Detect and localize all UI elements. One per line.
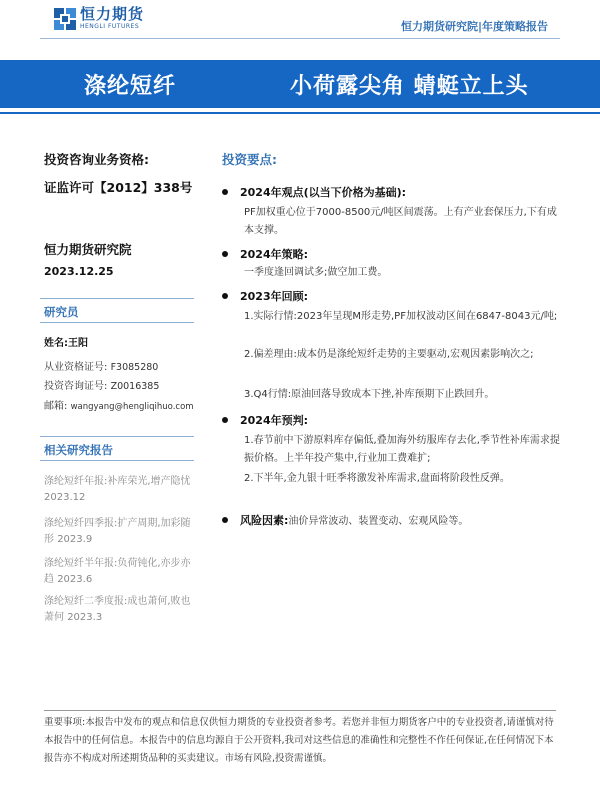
report-headline: 小荷露尖角 蜻蜓立上头 (290, 74, 529, 99)
practice-row (44, 358, 158, 373)
bullet-icon (222, 189, 228, 195)
email-link[interactable]: wangyang@hengliqihuo.com (70, 402, 194, 412)
footer-divider (44, 710, 556, 711)
related-report-4[interactable]: 涤纶短纤二季度报:成也萧何,败也萧何 2023.3 (44, 596, 191, 623)
logo-english-name: HENGLI FUTURES (80, 23, 140, 30)
risk-text: 油价异常波动、装置变动、宏观风险等。 (288, 516, 469, 527)
bullet-icon (222, 417, 228, 423)
license-number: 证监许可【2012】338号 (44, 180, 193, 195)
bullet-icon (222, 293, 228, 299)
institute-name: 恒力期货研究院 (44, 242, 132, 257)
product-name: 涤纶短纤 (84, 74, 177, 99)
company-logo (54, 6, 144, 31)
license-label: 投资咨询业务资格: (44, 152, 149, 167)
related-report-1[interactable]: 涤纶短纤年报:补库荣光,增产隐忧 2023.12 (44, 476, 191, 503)
researcher-divider-bottom (40, 322, 194, 323)
forecast-2024-point-1: 1.春节前中下游原料库存偏低,叠加海外纺服库存去化,季节性补库需求提振价格。上半年投产集中,行业加工费难扩; (244, 435, 560, 464)
consult-row (44, 377, 159, 392)
forecast-2024-heading: 2024年预判: (222, 412, 308, 428)
related-divider (40, 436, 194, 437)
review-2023-point-2: 2.偏差理由:成本仍是涤纶短纤走势的主要驱动,宏观因素影响次之; (244, 349, 534, 360)
review-2023-point-1: 1.实际行情:2023年呈现M形走势,PF加权波动区间在6847-8043元/吨; (244, 311, 558, 322)
strategy-2024-heading: 2024年策略: (222, 246, 308, 262)
practice-number: F3085280 (110, 362, 159, 373)
bullet-icon (222, 517, 228, 523)
email-label: 邮箱: (44, 401, 68, 412)
investment-highlights-title: 投资要点: (222, 152, 277, 167)
related-divider-bottom (40, 460, 194, 461)
report-date: 2023.12.25 (44, 265, 114, 278)
forecast-2024-point-2: 2.下半年,金九银十旺季将激发补库需求,盘面将阶段性反弹。 (244, 473, 510, 484)
name-label: 姓名: (44, 338, 68, 349)
report-type-header: 恒力期货研究院|年度策略报告 (400, 20, 548, 33)
related-report-2[interactable]: 涤纶短纤四季报:扩产周期,加彩随形 2023.9 (44, 518, 191, 545)
consult-number: Z0016385 (110, 381, 160, 392)
logo-mark-icon (54, 8, 76, 30)
view-2024-text: PF加权重心位于7000-8500元/吨区间震荡。上有产业套保压力,下有成本支撑。 (244, 207, 557, 236)
header-divider (40, 38, 560, 39)
consult-label: 投资咨询证号: (44, 381, 108, 392)
risk-factors (222, 512, 468, 528)
practice-label: 从业资格证号: (44, 362, 108, 373)
disclaimer: 重要事项:本报告中发布的观点和信息仅供恒力期货的专业投资者参考。若您并非恒力期货客户中的专业投资者,请谨慎对待本报告中的任何信息。本报告中的信息均源自于公开资料,我司对这些信息的准确性和完整性不作任何保证,在任何情况下本报告亦不构成对所述期货品种的买卖建议。市场有风险,投资需谨慎。 (44, 717, 554, 764)
title-banner (0, 60, 600, 108)
banner-underline (0, 112, 600, 114)
researcher-divider (40, 298, 194, 299)
review-2023-heading: 2023年回顾: (222, 288, 308, 304)
review-2023-point-3: 3.Q4行情:原油回落导致成本下挫,补库预期下止跌回升。 (244, 389, 495, 400)
researcher-title: 研究员 (44, 305, 79, 319)
risk-label: 风险因素: (240, 514, 289, 527)
researcher-name-row (44, 334, 88, 349)
view-2024-heading: 2024年观点(以当下价格为基础): (222, 184, 406, 200)
related-report-3[interactable]: 涤纶短纤半年报:负荷钝化,亦步亦趋 2023.6 (44, 558, 191, 585)
related-reports-title: 相关研究报告 (44, 443, 113, 457)
strategy-2024-text: 一季度逢回调试多;做空加工费。 (244, 267, 388, 278)
bullet-icon (222, 251, 228, 257)
email-row (44, 397, 194, 412)
researcher-name: 王阳 (68, 338, 88, 349)
logo-chinese-name: 恒力期货 (80, 5, 145, 23)
